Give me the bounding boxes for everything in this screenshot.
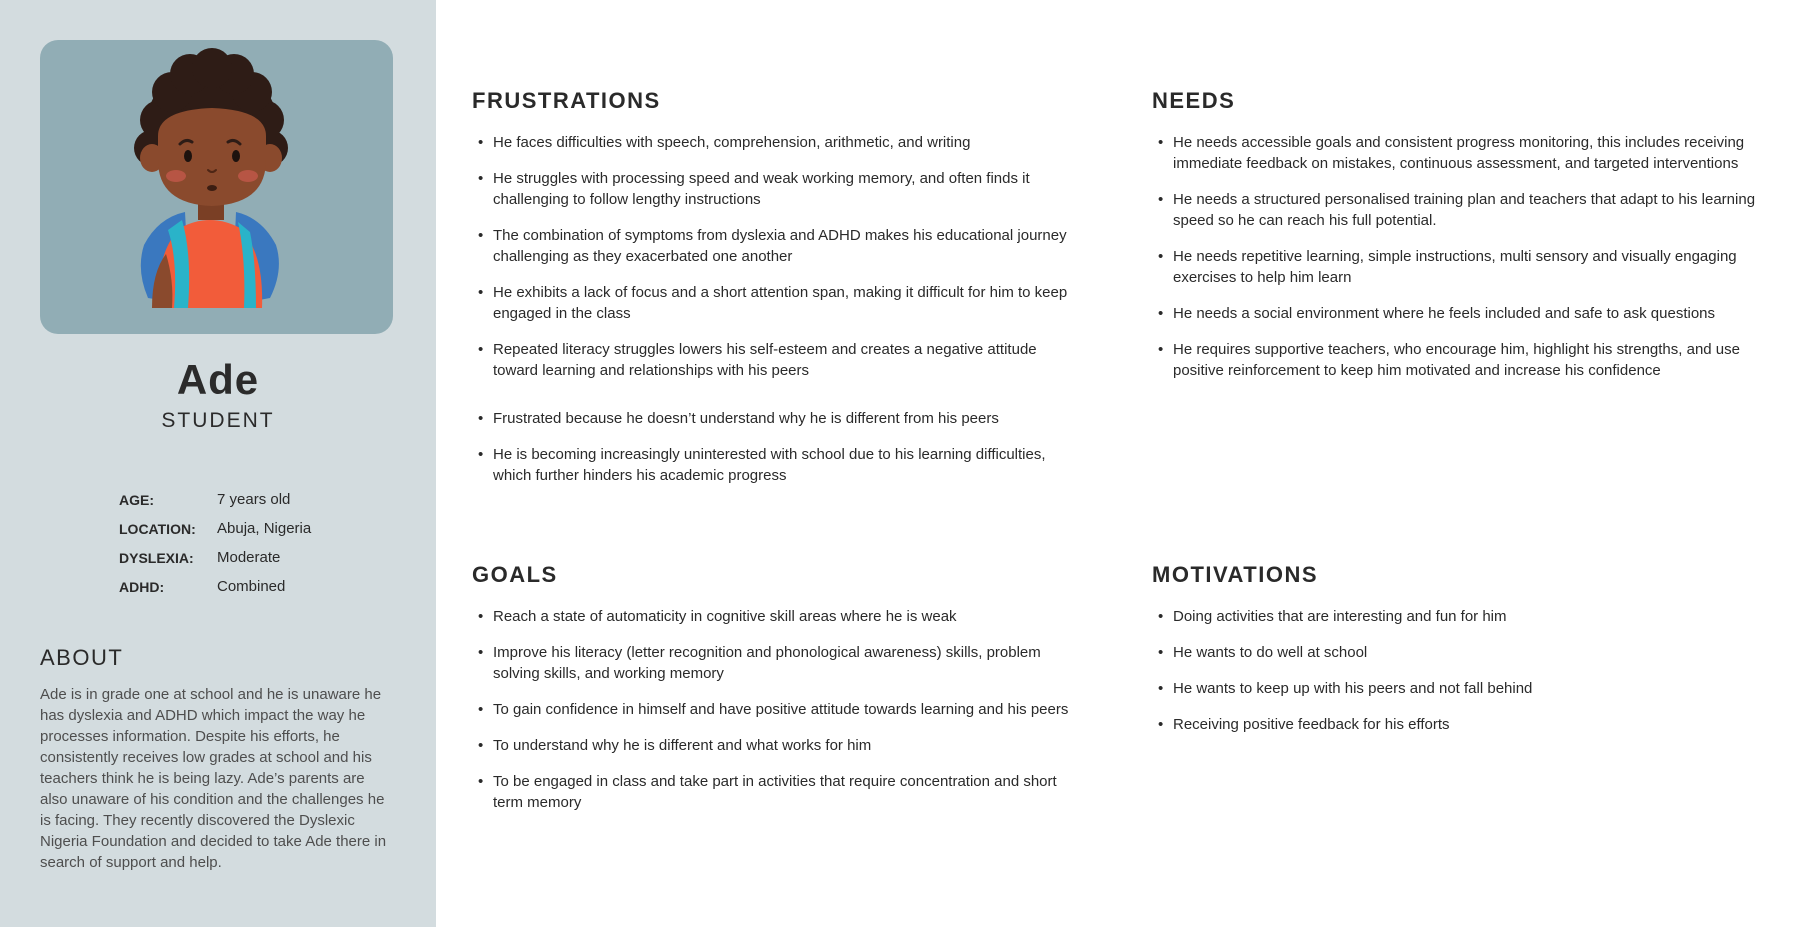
detail-value: Abuja, Nigeria <box>217 520 312 537</box>
detail-key: LOCATION: <box>119 520 196 537</box>
about-text: Ade is in grade one at school and he is unaware he has dyslexia and ADHD which impact the way he processes information. Despite his efforts, he consistently receives low grades at school and his teachers think he is being lazy. Ade’s parents are also unaware of his condition and the challenges he is facing. They recently discovered the Dyslexic Nigeria Foundation and decided to take Ade there in search of support and help. <box>40 686 387 871</box>
profile-sidebar <box>0 0 436 927</box>
list-item: • He requires supportive teachers, who encourage him, highlight his strengths, and use positive reinforcement to keep him motivated and increase his confidence <box>1152 339 1762 381</box>
needs-heading: NEEDS <box>1152 88 1236 113</box>
list-item: • He needs a structured personalised training plan and teachers that adapt to his learning speed so he can reach his full potential. <box>1152 189 1762 231</box>
detail-row-adhd <box>119 572 311 601</box>
detail-value: 7 years old <box>217 491 291 508</box>
needs-section <box>1152 88 1762 396</box>
needs-list <box>1152 132 1762 381</box>
detail-row-location <box>119 514 311 543</box>
goals-heading: GOALS <box>472 562 558 587</box>
list-item: • Receiving positive feedback for his efforts <box>1152 714 1762 735</box>
frustrations-list <box>472 132 1082 486</box>
detail-row-dyslexia <box>119 543 311 572</box>
detail-row-age <box>119 485 311 514</box>
persona-name: Ade <box>176 356 260 403</box>
list-item: • He wants to keep up with his peers and not fall behind <box>1152 678 1762 699</box>
list-item: • He exhibits a lack of focus and a short attention span, making it difficult for him to keep engaged in the class <box>472 282 1082 324</box>
list-item: • He needs accessible goals and consistent progress monitoring, this includes receiving immediate feedback on mistakes, continuous assessment, and targeted interventions <box>1152 132 1762 174</box>
list-item: • Reach a state of automaticity in cognitive skill areas where he is weak <box>472 606 1082 627</box>
list-item: • He faces difficulties with speech, comprehension, arithmetic, and writing <box>472 132 1082 153</box>
persona-details <box>119 485 311 601</box>
motivations-section <box>1152 562 1762 750</box>
frustrations-heading: FRUSTRATIONS <box>472 88 661 113</box>
goals-list <box>472 606 1082 813</box>
detail-value: Combined <box>217 578 286 595</box>
boy-with-backpack-illustration <box>40 40 393 334</box>
list-item: • Doing activities that are interesting and fun for him <box>1152 606 1762 627</box>
about-heading: ABOUT <box>40 645 124 670</box>
detail-value: Moderate <box>217 549 281 566</box>
list-item: • He needs repetitive learning, simple instructions, multi sensory and visually engaging exercises to help him learn <box>1152 246 1762 288</box>
list-item: • To understand why he is different and what works for him <box>472 735 1082 756</box>
avatar <box>40 40 393 334</box>
frustrations-section <box>472 88 1082 501</box>
list-item: • He is becoming increasingly uninterested with school due to his learning difficulties, which further hinders his academic progress <box>472 444 1082 486</box>
detail-key: DYSLEXIA: <box>119 549 194 566</box>
list-item: • To be engaged in class and take part in activities that require concentration and short term memory <box>472 771 1082 813</box>
list-item: • He wants to do well at school <box>1152 642 1762 663</box>
list-item: • The combination of symptoms from dyslexia and ADHD makes his educational journey challenging as they exacerbated one another <box>472 225 1082 267</box>
list-item: • Frustrated because he doesn’t understand why he is different from his peers <box>472 408 1082 429</box>
detail-key: AGE: <box>119 491 154 508</box>
list-item: • To gain confidence in himself and have positive attitude towards learning and his peers <box>472 699 1082 720</box>
persona-role: STUDENT <box>161 409 275 432</box>
motivations-list <box>1152 606 1762 735</box>
goals-section <box>472 562 1082 828</box>
motivations-heading: MOTIVATIONS <box>1152 562 1319 587</box>
list-item: • Improve his literacy (letter recognition and phonological awareness) skills, problem solving skills, and working memory <box>472 642 1082 684</box>
list-item: • He needs a social environment where he feels included and safe to ask questions <box>1152 303 1762 324</box>
list-item: • Repeated literacy struggles lowers his self-esteem and creates a negative attitude toward learning and relationships with his peers <box>472 339 1082 381</box>
detail-key: ADHD: <box>119 578 165 595</box>
list-item: • He struggles with processing speed and weak working memory, and often finds it challenging to follow lengthy instructions <box>472 168 1082 210</box>
